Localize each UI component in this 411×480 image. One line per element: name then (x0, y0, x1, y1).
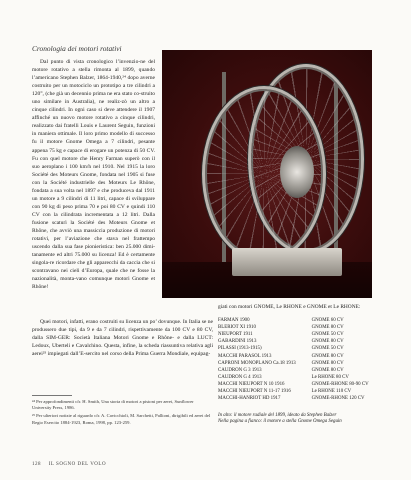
aircraft-cell: NIEUPORT 1911 (218, 332, 253, 338)
table-row (218, 345, 378, 352)
table-row (218, 324, 378, 331)
engine-cell: Le RHONE 80 CV (311, 374, 349, 380)
aircraft-cell: MACCHI NIEUPORT N 10 1916 (218, 381, 285, 387)
engine-table (218, 317, 378, 402)
aircraft-cell: FARMAN 1900 (218, 318, 250, 324)
engine-cell: GNOME-RHONE 80-90 CV (311, 381, 369, 387)
photo-caption: Nella pagina a fianco: il motore a stella Gnome Omega Seguin (218, 419, 342, 425)
engine-hub (280, 146, 314, 198)
aircraft-cell: BLERIOT XI 1910 (218, 325, 256, 331)
main-text-column (32, 58, 155, 291)
aircraft-cell: CAUDRON G 4 1913 (218, 374, 262, 380)
footnote-rule (32, 395, 72, 396)
display-pedestal (232, 248, 342, 276)
body-paragraph: Dal punto di vista cronologico l’invenzio-ne del motore rotativo a stella rimonta al 1899, quando l’americano Stephen Balzer, 1864-1940,²⁴ dopo averne costruito per un motociclo un prototipo a tre cilindri a 120°, (che già un decennio prima ne era stato co-struito uno similare in Australia), ne realiz-zò un altro a cinque cilindri. In ogni caso si deve attendere il 1907 affinché un nuovo motore rotativo a cinque cilindri, realizzato dai fratelli Louis e Laurent Seguin, funzioni in maniera ottimale. Il loro primo modello di successo fu il motore Gnome Omega a 7 cilindri, pesante appena 75 kg e capace di erogare un potenza di 50 CV. Fu con quel motore che Henry Farman superò con il suo aeroplano i 100 km/h nel 1910. Nel 1915 la loro Société des Moteurs Gnome, fondata nel 1905 si fuse con la Société industrielle des Moteurs Le Rhône, fondata a sua volta nel 1897 e che produceva dal 1911 un motore a 9 cilindri di 11 litri, capace di sviluppare con 90 kg di peso prima 70 e poi 80 CV e quindi 110 CV con la cilindrata incrementata a 12 litri. Dalla fusione scaturì la Société des Moteurs Gnome et Rhône, che avviò una massiccia produzione di motori rotativi, per l’aviazione che stava nel frattempo uscendo dalla sua fase pionieristica: ben 25.000 dimi-tanamente ed altri 75.000 su licenza! Ed è certamente singola-re ricordare che gli apparecchi da caccia che si scontravano nei cieli d’Europa, quale che ne fosse la nazionalità, monta-vano comunque motori Gnome et Rhône! (32, 59, 155, 291)
footnotes (32, 399, 213, 428)
footnote: ²⁴ Per approfondimenti cfr. H. Smith, Una storia di motori a pistoni per aerei, Sunflower University Press, 1986. (32, 399, 194, 411)
aircraft-cell: PILASSI (1913-1915) (218, 346, 262, 352)
section-title: Cronologia dei motori rotativi (32, 44, 122, 53)
aircraft-cell: MACCHI-HANRIOT HD 1917 (218, 395, 281, 401)
engine-cell: GNOME 80 CV (311, 325, 344, 331)
aircraft-cell: CAPRONI MONOPLANO Ca.18 1913 (218, 360, 296, 366)
body-paragraph: Quei motori, infatti, erano costruiti su licenza un po’ dovunque. In Italia se ne produssero due tipi, da 9 e da 7 cilindri, rispettivamente da 100 CV e 80 CV, dalla SIM-GER: Società Italiana Motori Gnome e Rhône- e dalla LUCT: Ledoux, Uberteli e Cavalchino. Questa, infine, la scheda riassuntiva relativa agli aerei²⁵ impiegati dall’E-sercito nel corso della Prima Guerra Mondiale, equipag- (32, 319, 213, 358)
footnote: ²⁵ Per ulteriori notizie al riguardo cfr. A. Cavicchioli, M. Sarchetti, Pallioni, dirigibili ed aerei del Regio Esercito 1884-1923, Roma, 1998, pp. 123-259. (32, 413, 211, 425)
table-row (218, 317, 378, 324)
aircraft-cell: MACCHI PARASOL 1913 (218, 353, 272, 359)
page-number: 128 (32, 462, 41, 467)
aircraft-cell: MACCHI NIEUPORT N 11-17 1916 (218, 388, 291, 394)
engine-cell: GNOME 80 CV (311, 339, 344, 345)
engine-cell: GNOME 60 CV (311, 318, 344, 324)
engine-cell: GNOME 80 CV (311, 353, 344, 359)
engine-cell: GNOME 80 CV (311, 360, 344, 366)
engine-list-block (218, 304, 378, 402)
aircraft-cell: CAUDRON G 3 1913 (218, 367, 262, 373)
running-head: IL SOGNO DEL VOLO (48, 462, 107, 467)
engine-cell: GNOME 50 CV (311, 332, 344, 338)
engine-cell: GNOME-RHONE 120 CV (311, 395, 365, 401)
photo-caption: In alto: il motore radiale del 1899, ideato da Stephen Balzer (218, 413, 337, 418)
aircraft-cell: GABARDINI 1913 (218, 339, 257, 345)
table-row (218, 331, 378, 338)
page-folio (32, 462, 106, 467)
table-row (218, 338, 378, 345)
table-row (218, 360, 378, 367)
table-row (218, 381, 378, 388)
engine-list-intro: giati con motori GNOME, Le RHONE e GNOME et Le RHONE: (218, 304, 361, 310)
engine-cell: GNOME 50 CV (311, 346, 344, 352)
engine-photo (162, 50, 372, 298)
table-row (218, 395, 378, 402)
table-row (218, 388, 378, 395)
engine-cell: Le RHONE 110 CV (311, 388, 352, 394)
engine-cell: GNOME 80 CV (311, 367, 344, 373)
table-row (218, 367, 378, 374)
table-row (218, 353, 378, 360)
photo-captions (218, 413, 378, 426)
table-row (218, 374, 378, 381)
continuation-paragraph-block (32, 318, 213, 358)
